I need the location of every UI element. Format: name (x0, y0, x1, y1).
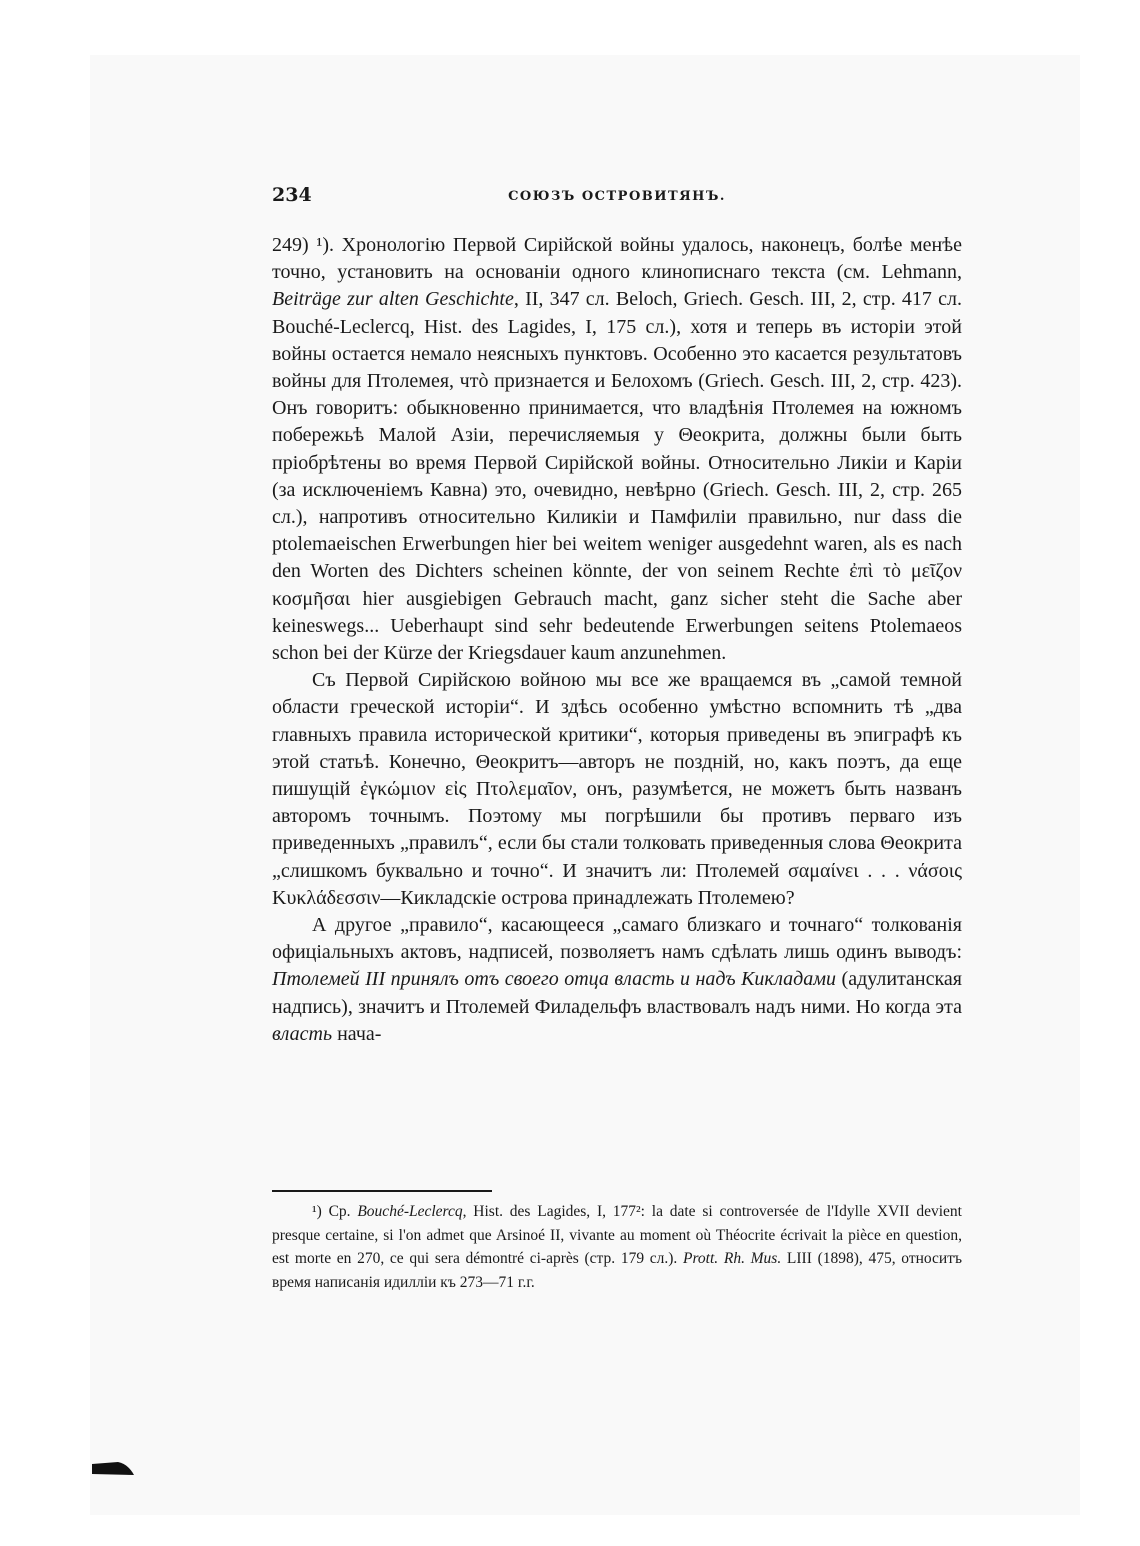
paragraph-1-text-a: 249) ¹). Хронологію Первой Сирійской войны удалось, наконецъ, болѣе менѣе точно, установить на основаніи одного клинописнаго текста (см. Lehmann, (272, 234, 962, 284)
footnote-divider (272, 1190, 492, 1192)
paragraph-3 (272, 912, 962, 1048)
footnote-journal: Prott. Rh. Mus. (683, 1250, 782, 1267)
page-edge-mark (92, 1462, 136, 1476)
paragraph-3-text-a: А другое „правило“, касающееся „самаго близкаго и точнаго“ толкованія офиціальныхъ актовъ, надписей, позволяетъ намъ сдѣлать лишь одинъ выводъ: (272, 914, 962, 964)
footnote-text-b: LIII (1898), 475, относитъ время написанія идилліи къ 273—71 г.г. (272, 1250, 962, 1291)
paragraph-1 (272, 232, 962, 667)
paragraph-3-text-c: нача- (332, 1022, 382, 1045)
page-number: 234 (272, 184, 312, 206)
paragraph-1-text-b: , II, 347 сл. Beloch, Griech. Gesch. III, 2, стр. 417 сл. Bouché-Leclercq, Hist. des Lagides, I, 175 сл.), хотя и теперь въ исторіи этой войны остается немало неясныхъ пунктовъ. Особенно это касается результатовъ войны для Птолемея, чтò признается и Белохомъ (Griech. Gesch. III, 2, стр. 423). Онъ говоритъ: обыкновенно принимается, что владѣнія Птолемея на южномъ побережьѣ Малой Азіи, перечисляемыя у Θеокрита, должны были быть пріобрѣтены во время Первой Сирійской войны. Относительно Ликіи и Каріи (за исключеніемъ Кавна) это, очевидно, невѣрно (Griech. Gesch. III, 2, стр. 265 сл.), напротивъ относительно Киликіи и Памфиліи правильно, nur dass die ptolemaeischen Erwerbungen hier bei weitem weniger ausgedehnt waren, als es nach den Worten des Dichters scheinen könnte, der von seinem Rechte ἐπὶ τὸ μεῖζον κοσμῆσαι hier ausgiebigen Gebrauch macht, ganz sicher steht die Sache aber keineswegs... Ueberhaupt sind sehr bedeutende Erwerbungen seitens Ptolemaeos schon bei der Kürze der Kriegsdauer kaum anzunehmen. (272, 288, 962, 665)
paragraph-3-italic-1: Птолемей III принялъ отъ своего отца власть и надъ Кикладами (272, 968, 837, 991)
page-header (272, 184, 962, 214)
main-text (272, 232, 962, 1048)
paragraph-3-italic-2: власть (272, 1022, 333, 1045)
footnote-marker: ¹) Ср. (312, 1203, 358, 1220)
paragraph-3-text-b: (адулитанская надпись), значитъ и Птолемей Филадельфъ властвовалъ надъ ними. Но когда эта (272, 968, 962, 1018)
footnote-paragraph (272, 1200, 962, 1294)
paragraph-1-italic-title: Beiträge zur alten Geschichte (272, 288, 514, 311)
footnote-text-a: , Hist. des Lagides, I, 177²: la date si controversée de l'Idylle XVII devient presque certaine, si l'on admet que Arsinoé II, vivante au moment où Théocrite écrivait la pièce en question, est morte en 270, ce qui sera démontré ci-après (стр. 179 сл.). (272, 1203, 962, 1267)
footnote (272, 1200, 962, 1294)
running-title: СОЮЗЪ ОСТРОВИТЯНЪ. (508, 189, 726, 204)
footnote-author: Bouché-Leclercq (357, 1203, 463, 1220)
paragraph-2: Съ Первой Сирійскою войною мы все же вращаемся въ „самой темной области греческой исторіи“. И здѣсь особенно умѣстно вспомнить тѣ „два главныхъ правила исторической критики“, которыя приведены въ эпиграфѣ къ этой статьѣ. Конечно, Θеокритъ—авторъ не поздній, но, какъ поэтъ, да еще пишущій ἐγκώμιον εἰς Πτολεμαῖον, онъ, разумѣется, не можетъ быть названъ авторомъ точнымъ. Поэтому мы погрѣшили бы противъ перваго изъ приведенныхъ „правилъ“, если бы стали толковать приведенныя слова Θеокрита „слишкомъ буквально и точно“. И значитъ ли: Птолемей σαμαίνει . . . νάσοις Κυκλάδεσσιν—Кикладскіе острова принадлежать Птолемею? (272, 669, 962, 909)
